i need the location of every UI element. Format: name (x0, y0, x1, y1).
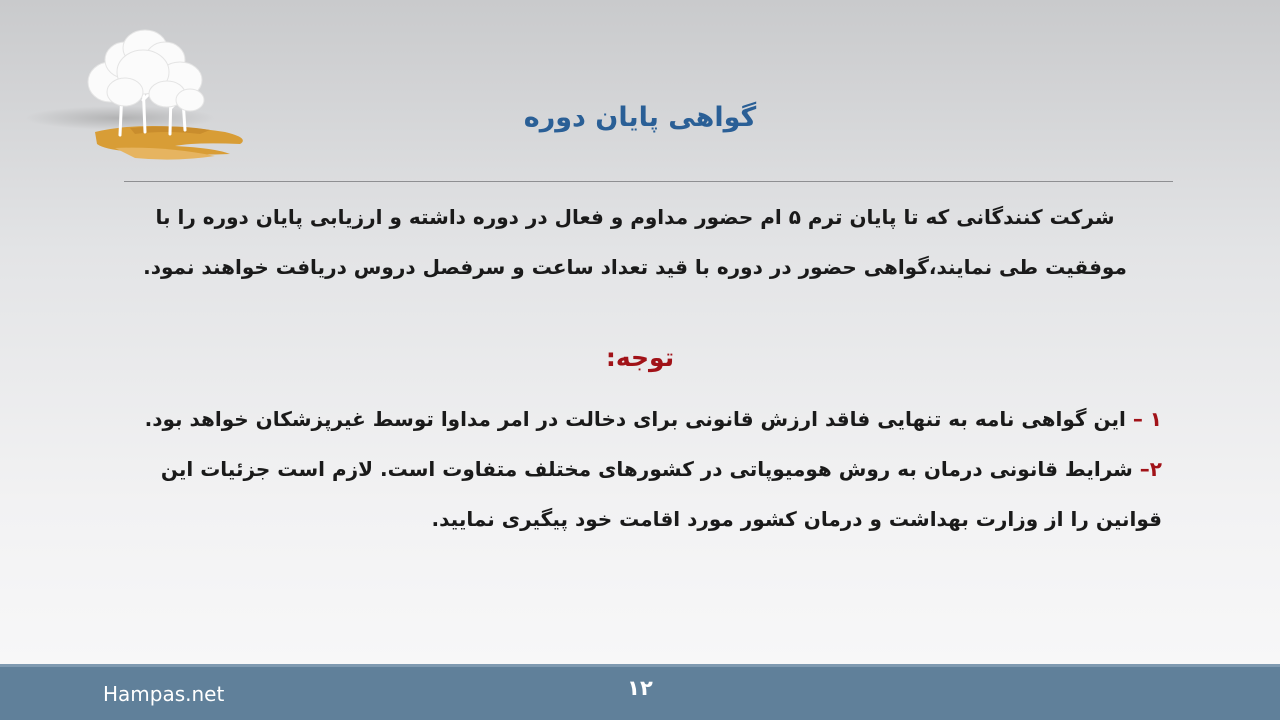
trees-logo-icon (25, 20, 260, 170)
footer-bar (0, 664, 1280, 720)
page-number: ۱۲ (627, 676, 653, 700)
notes-list (110, 394, 1162, 544)
note-item (110, 444, 1162, 544)
title-divider (124, 181, 1173, 182)
note-text: این گواهی نامه به تنهایی فاقد ارزش قانونی برای دخالت در امر مداوا توسط غیرپزشکان خواهد بود. (144, 407, 1133, 431)
note-item (110, 394, 1162, 444)
intro-paragraph: شرکت کنندگانی که تا پایان ترم ۵ ام حضور مداوم و فعال در دوره داشته و ارزیابی پایان دوره را با موفقیت طی نمایند،گواهی حضور در دوره با قید تعداد ساعت و سرفصل دروس دریافت خواهند نمود. (143, 205, 1127, 279)
note-number: ۱ – (1132, 407, 1162, 431)
footer-site: Hampas.net (103, 682, 225, 706)
note-number: ۲– (1139, 457, 1162, 481)
note-heading: توجه: (605, 343, 675, 372)
note-text: شرایط قانونی درمان به روش هومیوپاتی در کشورهای مختلف متفاوت است. لازم است جزئیات این قوانین را از وزارت بهداشت و درمان کشور مورد اقامت خود پیگیری نمایید. (160, 457, 1162, 531)
slide-title: گواهی پایان دوره (523, 102, 757, 133)
